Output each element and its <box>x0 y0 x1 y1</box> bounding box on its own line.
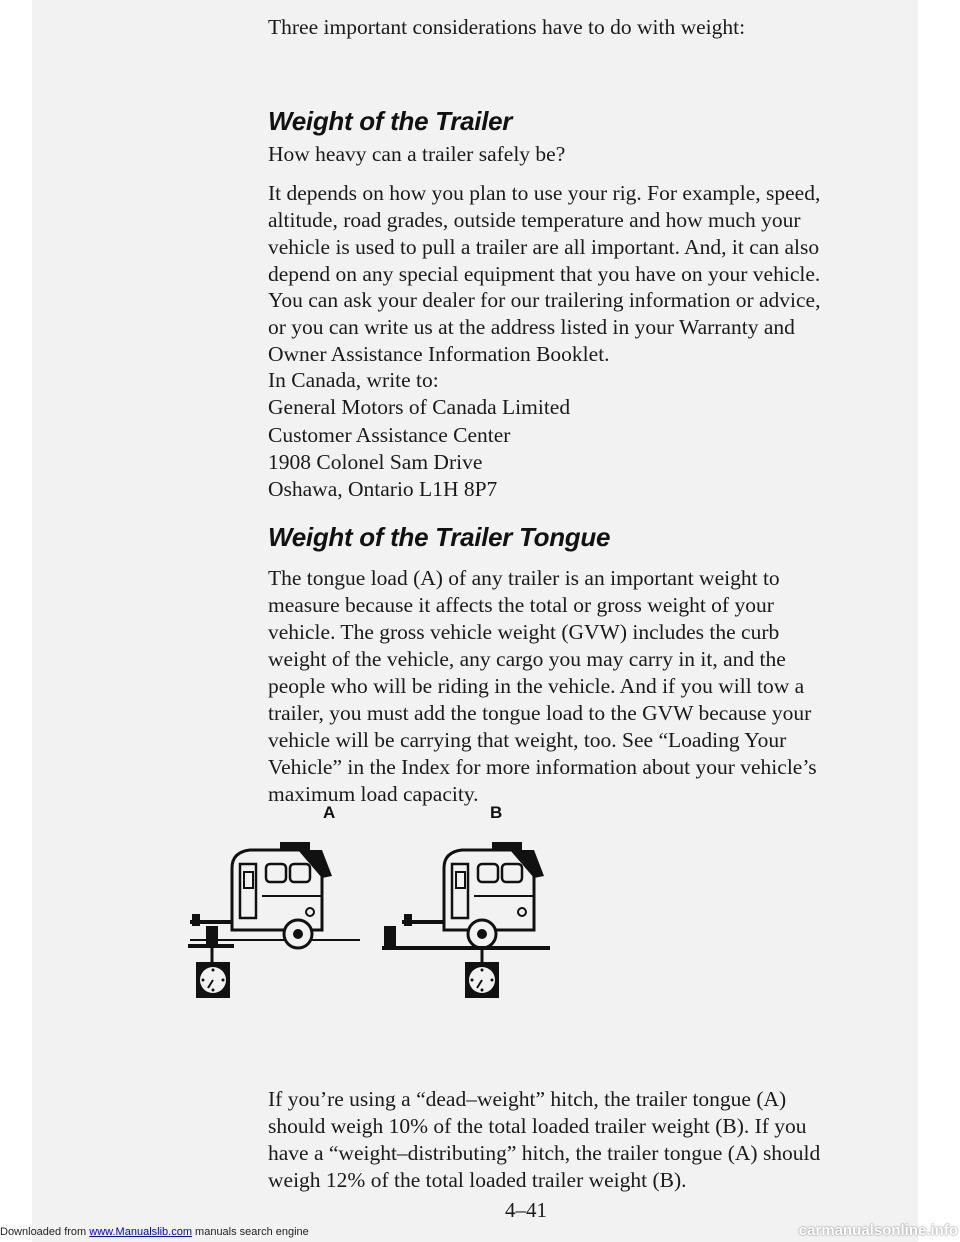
intro-text: Three important considerations have to do with weight: <box>268 15 746 39</box>
address-line-4: Oshawa, Ontario L1H 8P7 <box>268 477 498 501</box>
download-footer <box>0 1226 309 1238</box>
paragraph-dealer: You can ask your dealer for our trailering information or advice, or you can write us at the address listed in your Warranty and Owner Assistance Information Booklet. <box>268 288 821 366</box>
heading-trailer-tongue: Weight of the Trailer Tongue <box>268 522 611 552</box>
footer-suffix: manuals search engine <box>191 1226 309 1238</box>
footer-link[interactable]: www.Manualslib.com <box>89 1226 192 1238</box>
address-line-3: 1908 Colonel Sam Drive <box>268 450 483 474</box>
question-text: How heavy can a trailer safely be? <box>268 142 566 166</box>
trailer-a-illustration <box>188 842 360 998</box>
paragraph-tongue-load: The tongue load (A) of any trailer is an important weight to measure because it affects the total or gross weight of your vehicle. The gross vehicle weight (GVW) includes the curb weight of the vehicle, any cargo you may carry in it, and the people who will be riding in the vehicle. And if you will tow a trailer, you must add the tongue load to the GVW because your vehicle will be carrying that weight, too. See “Loading Your Vehicle” in the Index for more information about your vehicle’s maximum load capacity. <box>268 566 817 806</box>
figure-label-a: A <box>323 803 336 822</box>
figure-label-b: B <box>490 803 503 822</box>
heading-weight-of-trailer: Weight of the Trailer <box>268 106 513 136</box>
watermark: carmanualsonline.info <box>798 1222 958 1239</box>
canada-intro: In Canada, write to: <box>268 368 439 392</box>
trailer-weight-illustration <box>170 838 570 1018</box>
address-line-1: General Motors of Canada Limited <box>268 395 571 419</box>
trailer-b-illustration <box>382 842 550 998</box>
address-line-2: Customer Assistance Center <box>268 423 511 447</box>
footer-prefix: Downloaded from <box>0 1226 90 1238</box>
page-number: 4–41 <box>505 1198 547 1222</box>
paragraph-hitch-weight: If you’re using a “dead–weight” hitch, the trailer tongue (A) should weigh 10% of the total loaded trailer weight (B). If you have a “weight–distributing” hitch, the trailer tongue (A) should weigh 12% of the total loaded trailer weight (B). <box>268 1087 821 1192</box>
paragraph-depends: It depends on how you plan to use your rig. For example, speed, altitude, road grades, outside temperature and how much your vehicle is used to pull a trailer are all important. And, it can also depend on any special equipment that you have on your vehicle. <box>268 181 821 286</box>
